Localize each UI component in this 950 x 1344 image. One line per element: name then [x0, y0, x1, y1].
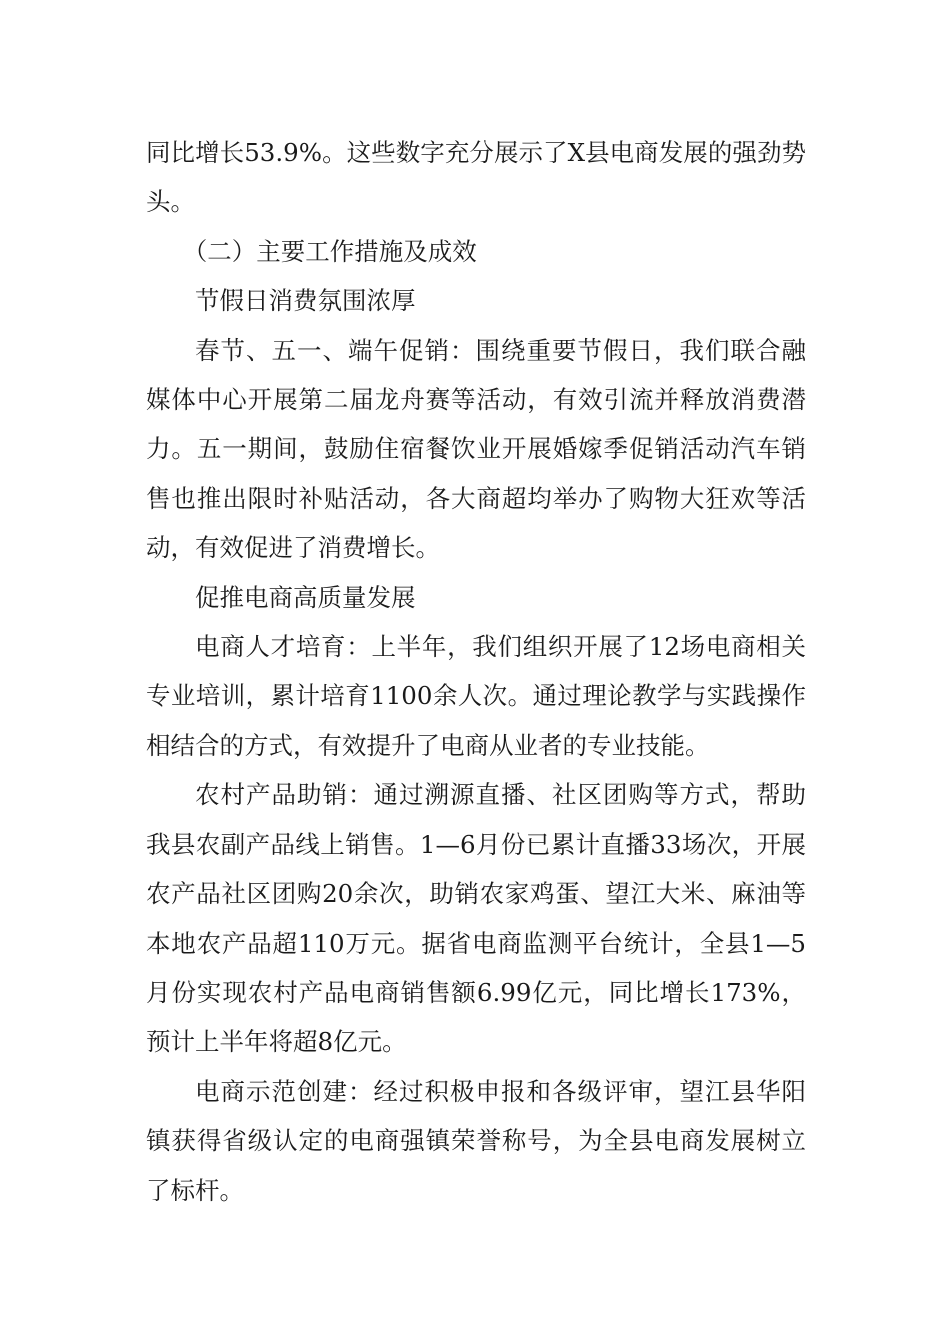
- subsection-heading-holiday: 节假日消费氛围浓厚: [195, 286, 416, 316]
- paragraph-holiday-promotion: 春节、五一、端午促销：围绕重要节假日，我们联合融媒体中心开展第二届龙舟赛等活动，有效引流并释放消费潜力。五一期间，鼓励住宿餐饮业开展婚嫁季促销活动汽车销售也推出限时补贴活动，各大商超均举办了购物大狂欢等活动，有效促进了消费增长。: [146, 335, 806, 563]
- subsection-heading-ecommerce: 促推电商高质量发展: [195, 582, 416, 612]
- document-page: [146, 128, 806, 1215]
- paragraph-demo-town: 电商示范创建：经过积极申报和各级评审，望江县华阳镇获得省级认定的电商强镇荣誉称号，为全县电商发展树立了标杆。: [146, 1076, 806, 1205]
- paragraph-talent-training: 电商人才培育：上半年，我们组织开展了12场电商相关专业培训，累计培育1100余人次。通过理论教学与实践操作相结合的方式，有效提升了电商从业者的专业技能。: [146, 632, 806, 760]
- paragraph-continuation: 同比增长53.9%。这些数字充分展示了X县电商发展的强劲势头。: [146, 138, 806, 217]
- section-heading: （二）主要工作措施及成效: [182, 236, 477, 266]
- paragraph-rural-sales: 农村产品助销：通过溯源直播、社区团购等方式，帮助我县农副产品线上销售。1—6月份已累计直播33场次，开展农产品社区团购20余次，助销农家鸡蛋、望江大米、麻油等本地农产品超110万元。据省电商监测平台统计，全县1—5月份实现农村产品电商销售额6.99亿元，同比增长173%，预计上半年将超8亿元。: [146, 780, 806, 1057]
